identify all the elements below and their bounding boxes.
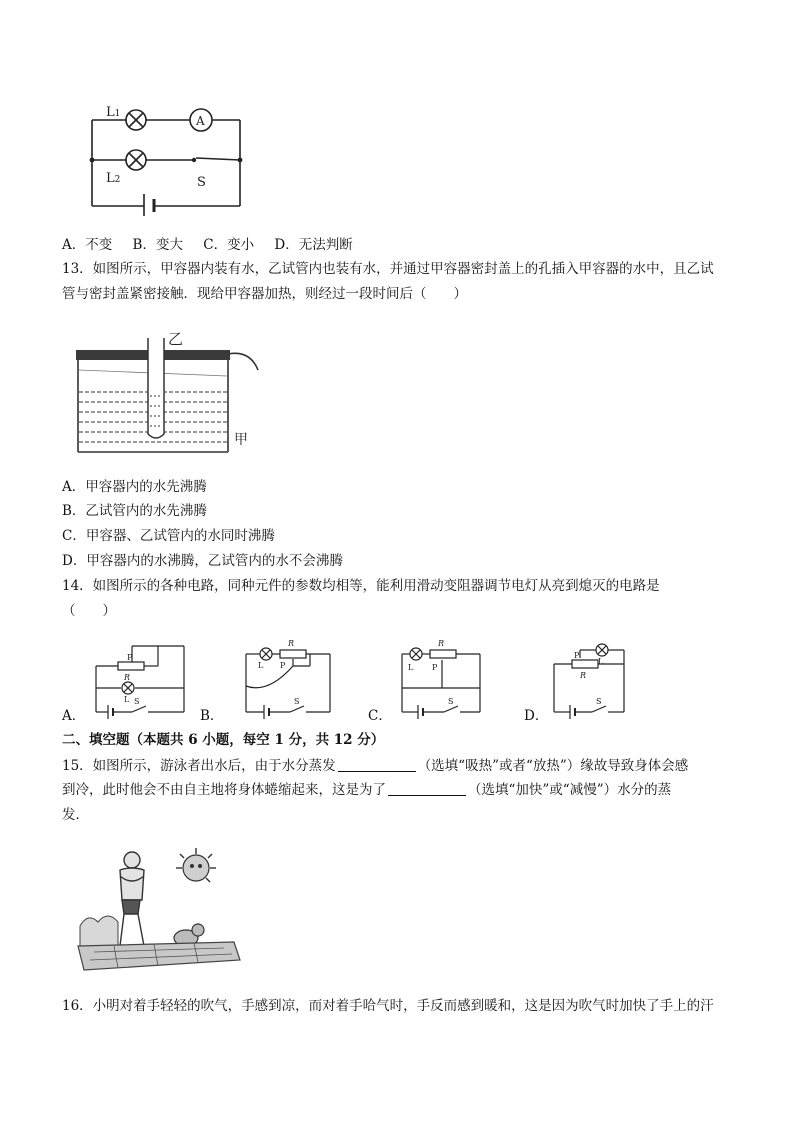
q14a-label-l: L — [124, 695, 130, 704]
q14b-label-p: P — [280, 661, 286, 670]
q13-label-tube: 乙 — [168, 330, 184, 348]
q14b-label-l: L — [258, 661, 264, 670]
q12-option-c[interactable]: C．变小 — [203, 237, 255, 253]
q12-label-l1-sub: 1 — [114, 109, 121, 119]
q12-label-l2-sub: 2 — [114, 175, 121, 185]
q13-stem-line2: 管与密封盖紧密接触．现给甲容器加热，则经过一段时间后（ ） — [62, 286, 467, 302]
q14-circuit-d — [550, 636, 640, 720]
q12-options — [62, 235, 369, 255]
q12-label-ammeter: A — [196, 114, 205, 128]
q12-label-switch: S — [197, 175, 206, 190]
q15-text-part1: 15．如图所示，游泳者出水后，由于水分蒸发 — [62, 758, 336, 774]
q12-option-b[interactable]: B．变大 — [132, 237, 183, 253]
q14c-label-s: S — [448, 697, 454, 706]
q15-stem-line2 — [62, 780, 671, 800]
q14c-label-r: R — [438, 639, 445, 648]
q14a-label-r: R — [124, 673, 131, 682]
svg-text:L2 — [106, 171, 120, 186]
q14-stem-line2: （ ） — [62, 603, 116, 619]
q15-blank-1[interactable] — [338, 757, 416, 772]
q14a-label-p: P — [127, 653, 133, 662]
q14-stem-line1: 14．如图所示的各种电路，同种元件的参数均相等，能利用滑动变阻器调节电灯从亮到熄灭的电路是 — [62, 578, 660, 594]
svg-text:L1 — [106, 105, 120, 120]
q14d-label-p: P — [574, 651, 580, 660]
q16-stem-line1: 16．小明对着手轻轻的吹气，手感到凉，而对着手哈气时，手反而感到暖和，这是因为吹气时加快了手上的汗 — [62, 998, 714, 1014]
q12-circuit-diagram — [80, 98, 250, 218]
q13-option-c[interactable]: C．甲容器、乙试管内的水同时沸腾 — [62, 528, 275, 544]
q13-stem-line1: 13．如图所示，甲容器内装有水，乙试管内也装有水，并通过甲容器密封盖上的孔插入甲容器的水中，且乙试 — [62, 261, 714, 277]
q14b-label-s: S — [294, 697, 300, 706]
q15-stem-line3: 发． — [62, 807, 89, 823]
q12-label-l1: L — [106, 105, 115, 120]
q12-option-a[interactable]: A．不变 — [62, 237, 113, 253]
q14-option-d[interactable]: D． — [524, 708, 549, 724]
q14-option-a[interactable]: A． — [62, 708, 86, 724]
q14b-label-r: R — [288, 639, 295, 648]
q13-option-b[interactable]: B．乙试管内的水先沸腾 — [62, 503, 207, 519]
q14-option-b[interactable]: B． — [200, 708, 224, 724]
q14-circuit-a — [88, 640, 198, 720]
q15-stem-line1 — [62, 756, 688, 776]
q15-text-part4: （选填“加快”或“减慢”）水分的蒸 — [468, 782, 672, 798]
q14-circuit-c — [396, 640, 496, 720]
q15-text-part2: （选填“吸热”或者“放热”）缘故导致身体会感 — [417, 758, 689, 774]
q14c-label-p: P — [432, 663, 438, 672]
q12-label-l2: L — [106, 171, 115, 186]
q13-label-container: 甲 — [234, 432, 248, 448]
q14a-label-s: S — [134, 697, 140, 706]
q14d-label-r: R — [580, 671, 587, 680]
section-title-fill-in: 二、填空题（本题共 6 小题，每空 1 分，共 12 分） — [62, 732, 385, 748]
q14d-label-l: L — [598, 657, 604, 666]
q13-option-a[interactable]: A．甲容器内的水先沸腾 — [62, 479, 207, 495]
q13-option-d[interactable]: D．甲容器内的水沸腾，乙试管内的水不会沸腾 — [62, 553, 343, 569]
q14d-label-s: S — [596, 697, 602, 706]
q15-swimmer-illustration — [74, 846, 244, 974]
q14-option-c[interactable]: C． — [368, 708, 392, 724]
q14c-label-l: L — [408, 663, 414, 672]
q15-blank-2[interactable] — [388, 781, 466, 796]
q14-circuit-b — [238, 636, 348, 720]
q13-figure-container — [70, 330, 270, 460]
q12-option-d[interactable]: D．无法判断 — [274, 237, 353, 253]
q15-text-part3: 到冷，此时他会不由自主地将身体蜷缩起来，这是为了 — [62, 782, 386, 798]
